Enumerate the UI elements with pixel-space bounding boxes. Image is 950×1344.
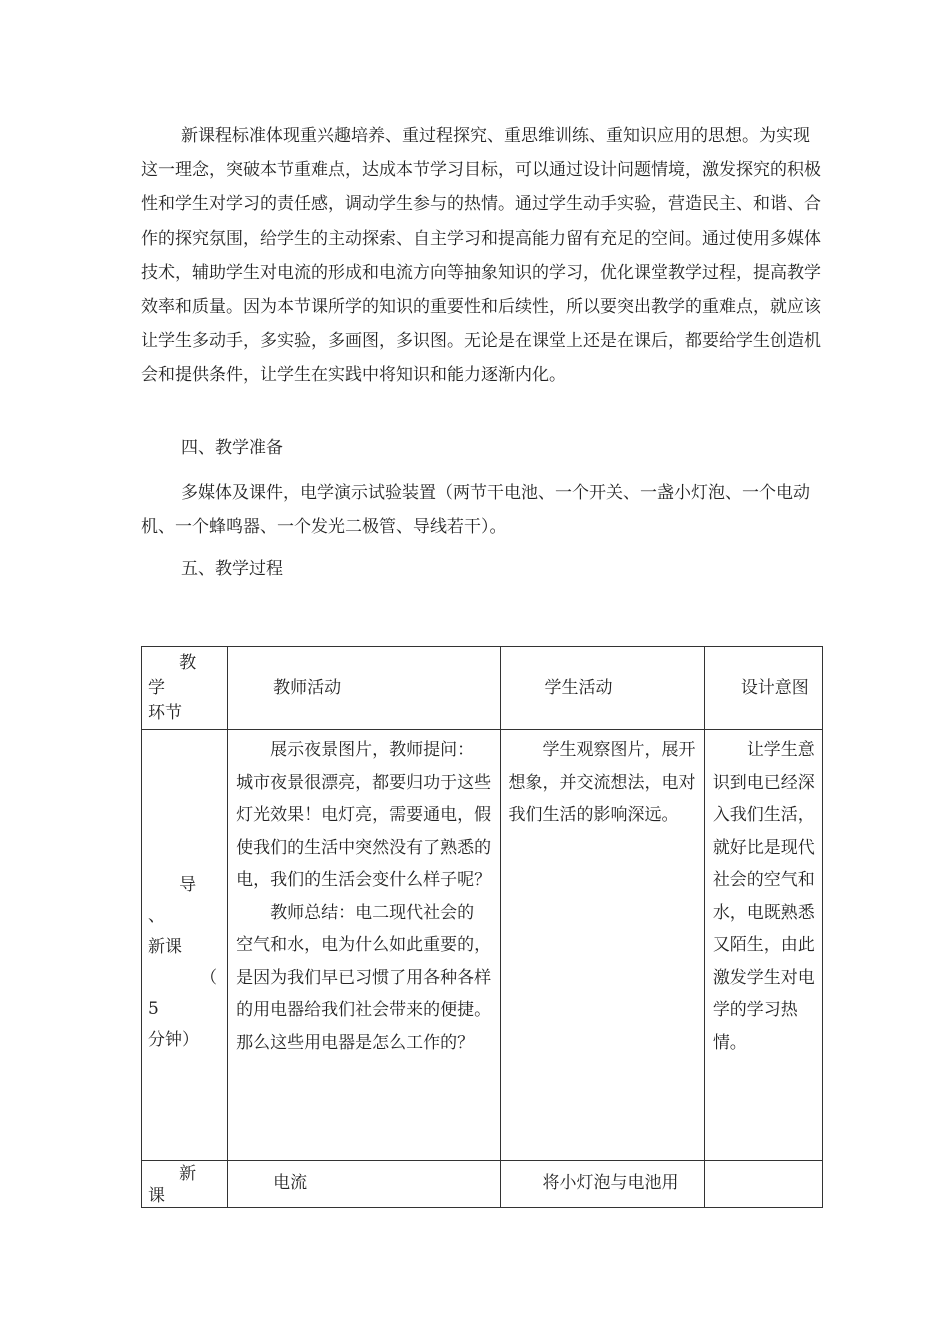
student-activity-cell [500, 730, 704, 1161]
intent-text: 让学生意识到电已经深入我们生活，就好比是现代社会的空气和水，电既熟悉又陌生，由此激发学生对电学的学习热情。 [712, 740, 815, 1053]
header-stage [142, 647, 228, 730]
student-text: 将小灯泡与电池用 [542, 1173, 679, 1193]
stage-line: 、 [148, 906, 165, 926]
section5-heading: 五、教学过程 [181, 559, 283, 579]
header-stage-line: 教 [179, 653, 197, 673]
teacher-line: 空气和水，电为什么如此重要的，是因为我们早已习惯了用各种各样的用电器给我们社会带来的便捷。那么这些用电器是怎么工作的？ [236, 935, 492, 1053]
teacher-activity-cell [228, 730, 500, 1161]
teaching-process-table [141, 646, 823, 1208]
stage-cell [142, 730, 228, 1161]
stage-line: 新 [179, 1164, 197, 1184]
stage-line: 分钟） [148, 1030, 199, 1050]
teacher-activity-cell [228, 1161, 500, 1208]
header-student: 学生活动 [500, 647, 704, 730]
table-header-row [142, 647, 823, 730]
student-text: 学生观察图片，展开想象，并交流想法，电对我们生活的影响深远。 [508, 740, 696, 825]
section4-body: 多媒体及课件，电学演示试验装置（两节干电池、一个开关、一盏小灯泡、一个电动机、一个蜂鸣器、一个发光二极管、导线若干）。 [141, 483, 810, 538]
table-row [142, 1161, 823, 1208]
design-intent-cell [704, 1161, 822, 1208]
stage-line: （ [200, 968, 218, 988]
student-activity-cell [500, 1161, 704, 1208]
stage-line: 课 [148, 1186, 165, 1206]
stage-cell [142, 1161, 228, 1208]
header-stage-line: 环节 [148, 703, 182, 723]
stage-line: 新课 [148, 937, 182, 957]
teacher-text: 电流 [273, 1173, 308, 1193]
header-stage-line: 学 [148, 678, 165, 698]
header-teacher: 教师活动 [228, 647, 500, 730]
stage-line: 5 [148, 999, 159, 1019]
intro-paragraph: 新课程标准体现重兴趣培养、重过程探究、重思维训练、重知识应用的思想。为实现这一理念，突破本节重难点，达成本节学习目标，可以通过设计问题情境，激发探究的积极性和学生对学习的责任感，调动学生参与的热情。通过学生动手实验，营造民主、和谐、合作的探究氛围，给学生的主动探索、自主学习和提高能力留有充足的空间。通过使用多媒体技术，辅助学生对电流的形成和电流方向等抽象知识的学习，优化课堂教学过程，提高教学效率和质量。因为本节课所学的知识的重要性和后续性，所以要突出教学的重难点，就应该让学生多动手，多实验，多画图，多识图。无论是在课堂上还是在课后，都要给学生创造机会和提供条件，让学生在实践中将知识和能力逐渐内化。 [141, 126, 821, 386]
teacher-line: 教师总结：电二现代社会的 [270, 902, 475, 923]
table-row [142, 730, 823, 1161]
design-intent-cell [704, 730, 822, 1161]
teacher-line: 展示夜景图片，教师提问： [270, 740, 475, 760]
teacher-line: 城市夜景很漂亮，都要归功于这些灯光效果！电灯亮，需要通电，假使我们的生活中突然没有了熟悉的电，我们的生活会变什么样子呢？ [236, 772, 492, 890]
header-intent: 设计意图 [704, 647, 822, 730]
stage-line: 导 [179, 875, 197, 895]
section4-heading: 四、教学准备 [181, 438, 283, 458]
